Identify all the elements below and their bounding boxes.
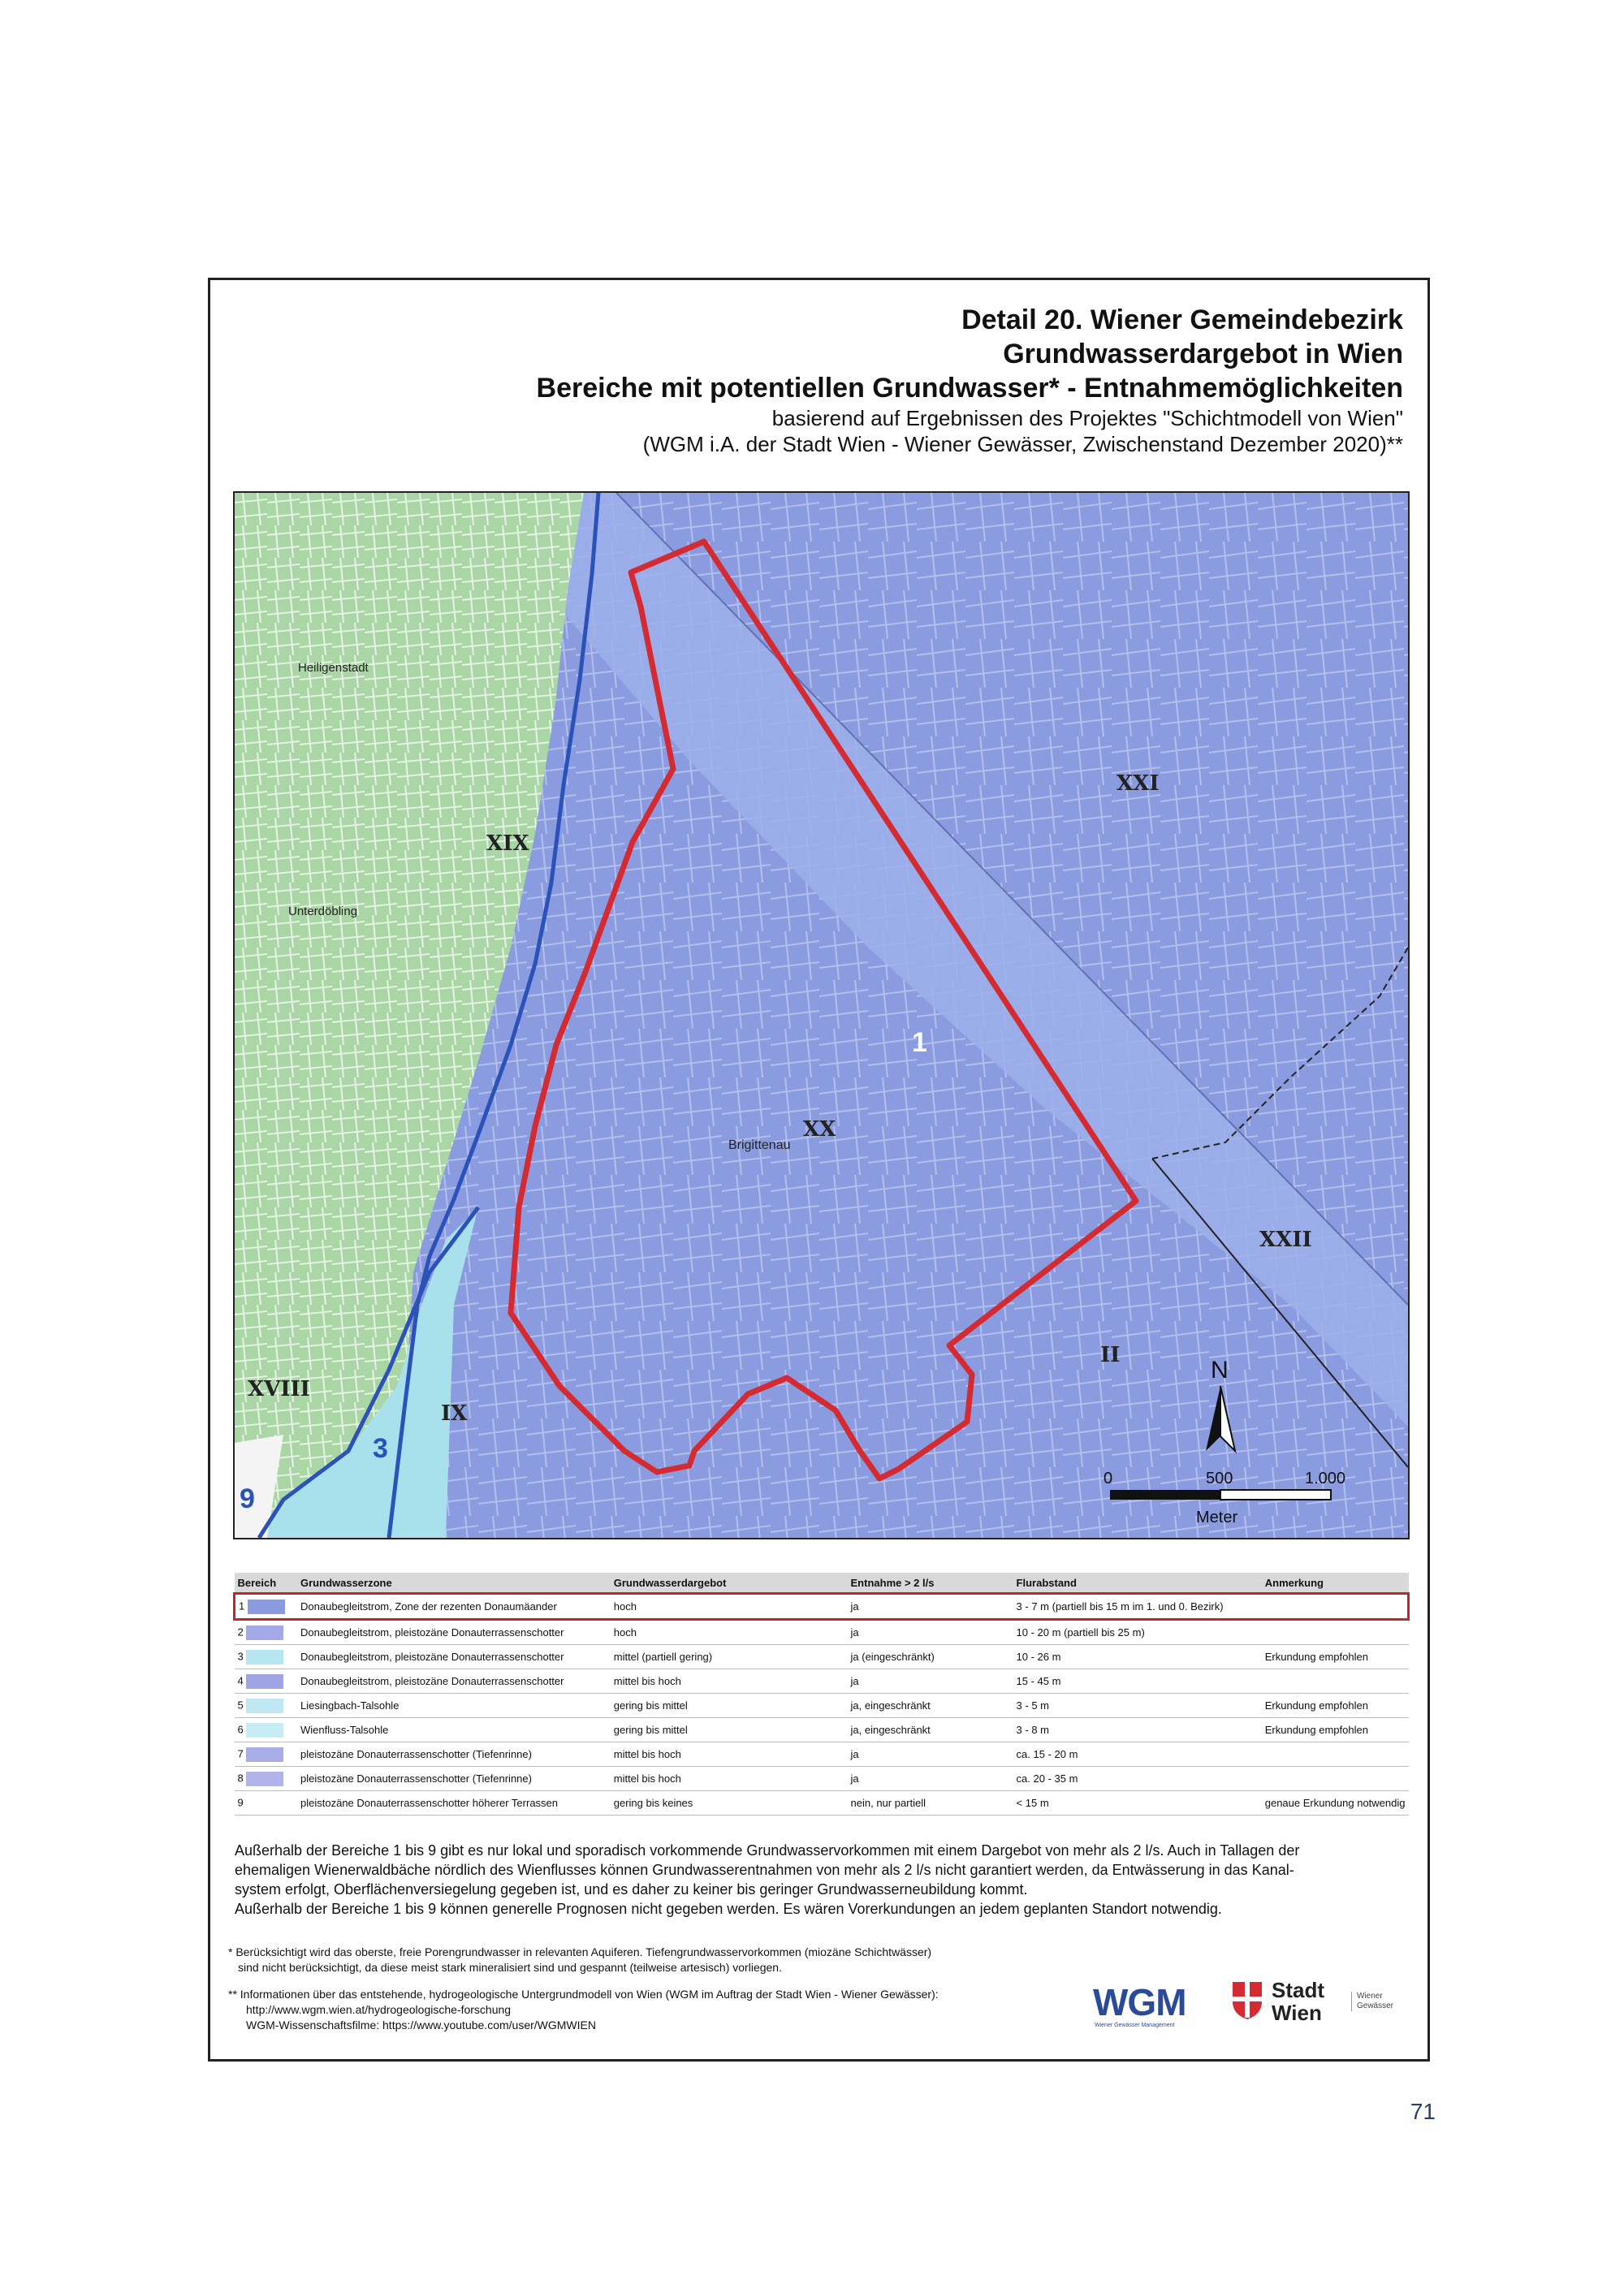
legend-entnahme: ja <box>848 1767 1013 1791</box>
place-label-brigittenau: Brigittenau <box>728 1138 791 1152</box>
legend-header-bereich: Bereich <box>235 1573 298 1594</box>
legend-row <box>235 1791 1409 1816</box>
logos <box>1093 1977 1410 2034</box>
place-label-heiligenstadt: Heiligenstadt <box>298 661 369 675</box>
vienna-shield-icon <box>1231 1980 1263 2021</box>
legend-flurabstand: 3 - 7 m (partiell bis 15 m im 1. und 0. Bezirk) <box>1013 1594 1262 1620</box>
legend-dargebot: hoch <box>611 1594 848 1620</box>
legend-bereich: 4 <box>237 1673 244 1686</box>
legend-zone: pleistozäne Donauterrassenschotter (Tiefenrinne) <box>297 1767 611 1791</box>
footnote-line: * Berücksichtigt wird das oberste, freie Porengrundwasser in relevanten Aquiferen. Tiefengrundwasservorkommen (miozäne Schichtwässer) <box>228 1945 932 1958</box>
legend-entnahme: ja, eingeschränkt <box>848 1718 1013 1742</box>
district-label-xxi: XXI <box>1116 771 1160 796</box>
legend-header-dargebot: Grundwasserdargebot <box>611 1573 848 1594</box>
legend-zone: pleistozäne Donauterrassenschotter höherer Terrassen <box>297 1791 611 1816</box>
wiener-gewaesser-text <box>1351 1992 1393 2011</box>
legend-row <box>235 1620 1409 1645</box>
gewaesser-text: Gewässer <box>1357 2001 1394 2010</box>
legend-flurabstand: < 15 m <box>1013 1791 1262 1816</box>
groundwater-map[interactable] <box>233 491 1410 1539</box>
legend-bereich: 5 <box>237 1698 244 1711</box>
legend-bereich: 2 <box>237 1625 244 1638</box>
legend-zone: Donaubegleitstrom, pleistozäne Donauterrassenschotter <box>297 1645 611 1669</box>
zone-number-9: 9 <box>240 1483 255 1514</box>
north-label: N <box>1211 1357 1229 1384</box>
scale-bar-black <box>1110 1490 1220 1500</box>
legend-entnahme: ja <box>848 1742 1013 1767</box>
legend-bereich: 9 <box>237 1795 244 1808</box>
wien-text: Wien <box>1272 2001 1322 2025</box>
legend-bereich: 3 <box>237 1649 244 1662</box>
legend-anmerkung <box>1262 1669 1409 1694</box>
map-notes <box>235 1841 1388 1919</box>
legend-swatch <box>248 1600 285 1614</box>
subtitle-project: basierend auf Ergebnissen des Projektes "Schichtmodell von Wien" <box>771 406 1403 430</box>
district-label-xx: XX <box>803 1117 836 1142</box>
scale-unit: Meter <box>1196 1509 1238 1526</box>
legend-swatch <box>246 1674 283 1689</box>
footnotes <box>228 1945 1081 2033</box>
legend-swatch <box>246 1626 283 1640</box>
wiener-text: Wiener <box>1357 1992 1383 2001</box>
footnote-link[interactable]: WGM-Wissenschaftsfilme: https://www.youtube.com/user/WGMWIEN <box>246 2018 596 2031</box>
zone-number-3: 3 <box>373 1433 388 1464</box>
map-sheet <box>208 278 1430 2062</box>
legend-table <box>233 1573 1410 1816</box>
note-line: ehemaligen Wienerwaldbäche nördlich des Wienflusses können Grundwasserentnahmen von mehr als 2 l/s nicht garantiert werden, da Entwässerung in das Kanal- <box>235 1862 1294 1878</box>
title-district: Detail 20. Wiener Gemeindebezirk <box>961 304 1403 335</box>
legend-flurabstand: 3 - 8 m <box>1013 1718 1262 1742</box>
legend-dargebot: mittel (partiell gering) <box>611 1645 848 1669</box>
legend-dargebot: hoch <box>611 1620 848 1645</box>
legend-bereich: 8 <box>237 1771 244 1784</box>
legend-bereich: 1 <box>239 1599 245 1612</box>
district-label-xxii: XXII <box>1259 1228 1312 1252</box>
legend-row <box>235 1718 1409 1742</box>
stadt-wien-logo <box>1272 1979 1324 2024</box>
legend-dargebot: mittel bis hoch <box>611 1767 848 1791</box>
scale-bar-white <box>1220 1490 1331 1500</box>
legend-flurabstand: 3 - 5 m <box>1013 1694 1262 1718</box>
legend-bereich: 6 <box>237 1722 244 1735</box>
legend-entnahme: nein, nur partiell <box>848 1791 1013 1816</box>
district-label-ix: IX <box>441 1401 468 1426</box>
legend-dargebot: mittel bis hoch <box>611 1669 848 1694</box>
title-areas: Bereiche mit potentiellen Grundwasser* - Entnahmemöglichkeiten <box>536 373 1403 404</box>
legend-dargebot: gering bis mittel <box>611 1718 848 1742</box>
legend-row <box>235 1594 1409 1620</box>
legend-swatch <box>246 1650 283 1664</box>
legend-header-anmerkung: Anmerkung <box>1262 1573 1409 1594</box>
legend-zone: Donaubegleitstrom, pleistozäne Donauterrassenschotter <box>297 1669 611 1694</box>
title-groundwater: Grundwasserdargebot in Wien <box>1003 339 1403 369</box>
legend-row <box>235 1767 1409 1791</box>
legend-entnahme: ja (eingeschränkt) <box>848 1645 1013 1669</box>
legend-flurabstand: 10 - 26 m <box>1013 1645 1262 1669</box>
legend-entnahme: ja <box>848 1594 1013 1620</box>
footnote-link[interactable]: http://www.wgm.wien.at/hydrogeologische-forschung <box>246 2003 512 2016</box>
legend-row <box>235 1645 1409 1669</box>
legend-anmerkung <box>1262 1620 1409 1645</box>
legend-zone: Liesingbach-Talsohle <box>297 1694 611 1718</box>
legend-anmerkung: Erkundung empfohlen <box>1262 1718 1409 1742</box>
legend-anmerkung: Erkundung empfohlen <box>1262 1645 1409 1669</box>
legend-entnahme: ja <box>848 1620 1013 1645</box>
zone-number-1: 1 <box>912 1027 927 1058</box>
note-line: Außerhalb der Bereiche 1 bis 9 können generelle Prognosen nicht gegeben werden. Es wären Vorerkundungen an jedem geplanten Standort notwendig. <box>235 1901 1222 1917</box>
legend-swatch <box>246 1796 283 1811</box>
district-label-ii: II <box>1100 1343 1121 1367</box>
page-number: 71 <box>1410 2099 1436 2124</box>
note-line: system erfolgt, Oberflächenversiegelung gegeben ist, und es daher zu keiner bis geringer Grundwasserneubildung kommt. <box>235 1881 1028 1898</box>
legend-header-entnahme: Entnahme > 2 l/s <box>848 1573 1013 1594</box>
legend-zone: pleistozäne Donauterrassenschotter (Tiefenrinne) <box>297 1742 611 1767</box>
legend-dargebot: mittel bis hoch <box>611 1742 848 1767</box>
legend-flurabstand: ca. 20 - 35 m <box>1013 1767 1262 1791</box>
note-line: Außerhalb der Bereiche 1 bis 9 gibt es nur lokal und sporadisch vorkommende Grundwasservorkommen mit einem Dargebot von mehr als 2 l/s. Auch in Tallagen der <box>235 1842 1300 1859</box>
legend-row <box>235 1694 1409 1718</box>
legend-entnahme: ja <box>848 1669 1013 1694</box>
legend-bereich: 7 <box>237 1746 244 1759</box>
legend-swatch <box>246 1699 283 1713</box>
wgm-logo-subtitle: Wiener Gewässer Management <box>1095 2023 1175 2028</box>
stadt-text: Stadt <box>1272 1978 1324 2002</box>
legend-dargebot: gering bis keines <box>611 1791 848 1816</box>
legend-anmerkung <box>1262 1767 1409 1791</box>
place-label-unterdoebling: Unterdöbling <box>288 905 358 918</box>
district-label-xix: XIX <box>486 831 529 856</box>
legend-row <box>235 1742 1409 1767</box>
district-label-xviii: XVIII <box>248 1377 310 1401</box>
scale-tick-500: 500 <box>1206 1470 1233 1487</box>
legend-swatch <box>246 1723 283 1738</box>
legend-zone: Donaubegleitstrom, pleistozäne Donauterrassenschotter <box>297 1620 611 1645</box>
legend-anmerkung <box>1262 1594 1409 1620</box>
legend-header-row <box>235 1573 1409 1594</box>
legend-header-zone: Grundwasserzone <box>297 1573 611 1594</box>
legend-anmerkung <box>1262 1742 1409 1767</box>
legend-swatch <box>246 1772 283 1786</box>
legend-anmerkung: genaue Erkundung notwendig <box>1262 1791 1409 1816</box>
sheet-header <box>537 303 1403 457</box>
legend-flurabstand: 10 - 20 m (partiell bis 25 m) <box>1013 1620 1262 1645</box>
legend-header-flurabstand: Flurabstand <box>1013 1573 1262 1594</box>
legend-dargebot: gering bis mittel <box>611 1694 848 1718</box>
legend-swatch <box>246 1747 283 1762</box>
legend-entnahme: ja, eingeschränkt <box>848 1694 1013 1718</box>
legend-row <box>235 1669 1409 1694</box>
legend-zone: Wienfluss-Talsohle <box>297 1718 611 1742</box>
scale-tick-1000: 1.000 <box>1305 1470 1346 1487</box>
legend-flurabstand: 15 - 45 m <box>1013 1669 1262 1694</box>
wgm-logo: WGM <box>1093 1981 1186 2023</box>
legend-flurabstand: ca. 15 - 20 m <box>1013 1742 1262 1767</box>
legend-zone: Donaubegleitstrom, Zone der rezenten Donaumäander <box>297 1594 611 1620</box>
legend-anmerkung: Erkundung empfohlen <box>1262 1694 1409 1718</box>
footnote-line: sind nicht berücksichtigt, da diese meist stark mineralisiert sind und gespannt (teilweise artesisch) vorliegen. <box>238 1961 782 1974</box>
scale-tick-0: 0 <box>1104 1470 1113 1487</box>
footnote-line: ** Informationen über das entstehende, hydrogeologische Untergrundmodell von Wien (WGM im Auftrag der Stadt Wien - Wiener Gewässer): <box>228 1988 939 2001</box>
subtitle-source: (WGM i.A. der Stadt Wien - Wiener Gewässer, Zwischenstand Dezember 2020)** <box>642 432 1403 456</box>
